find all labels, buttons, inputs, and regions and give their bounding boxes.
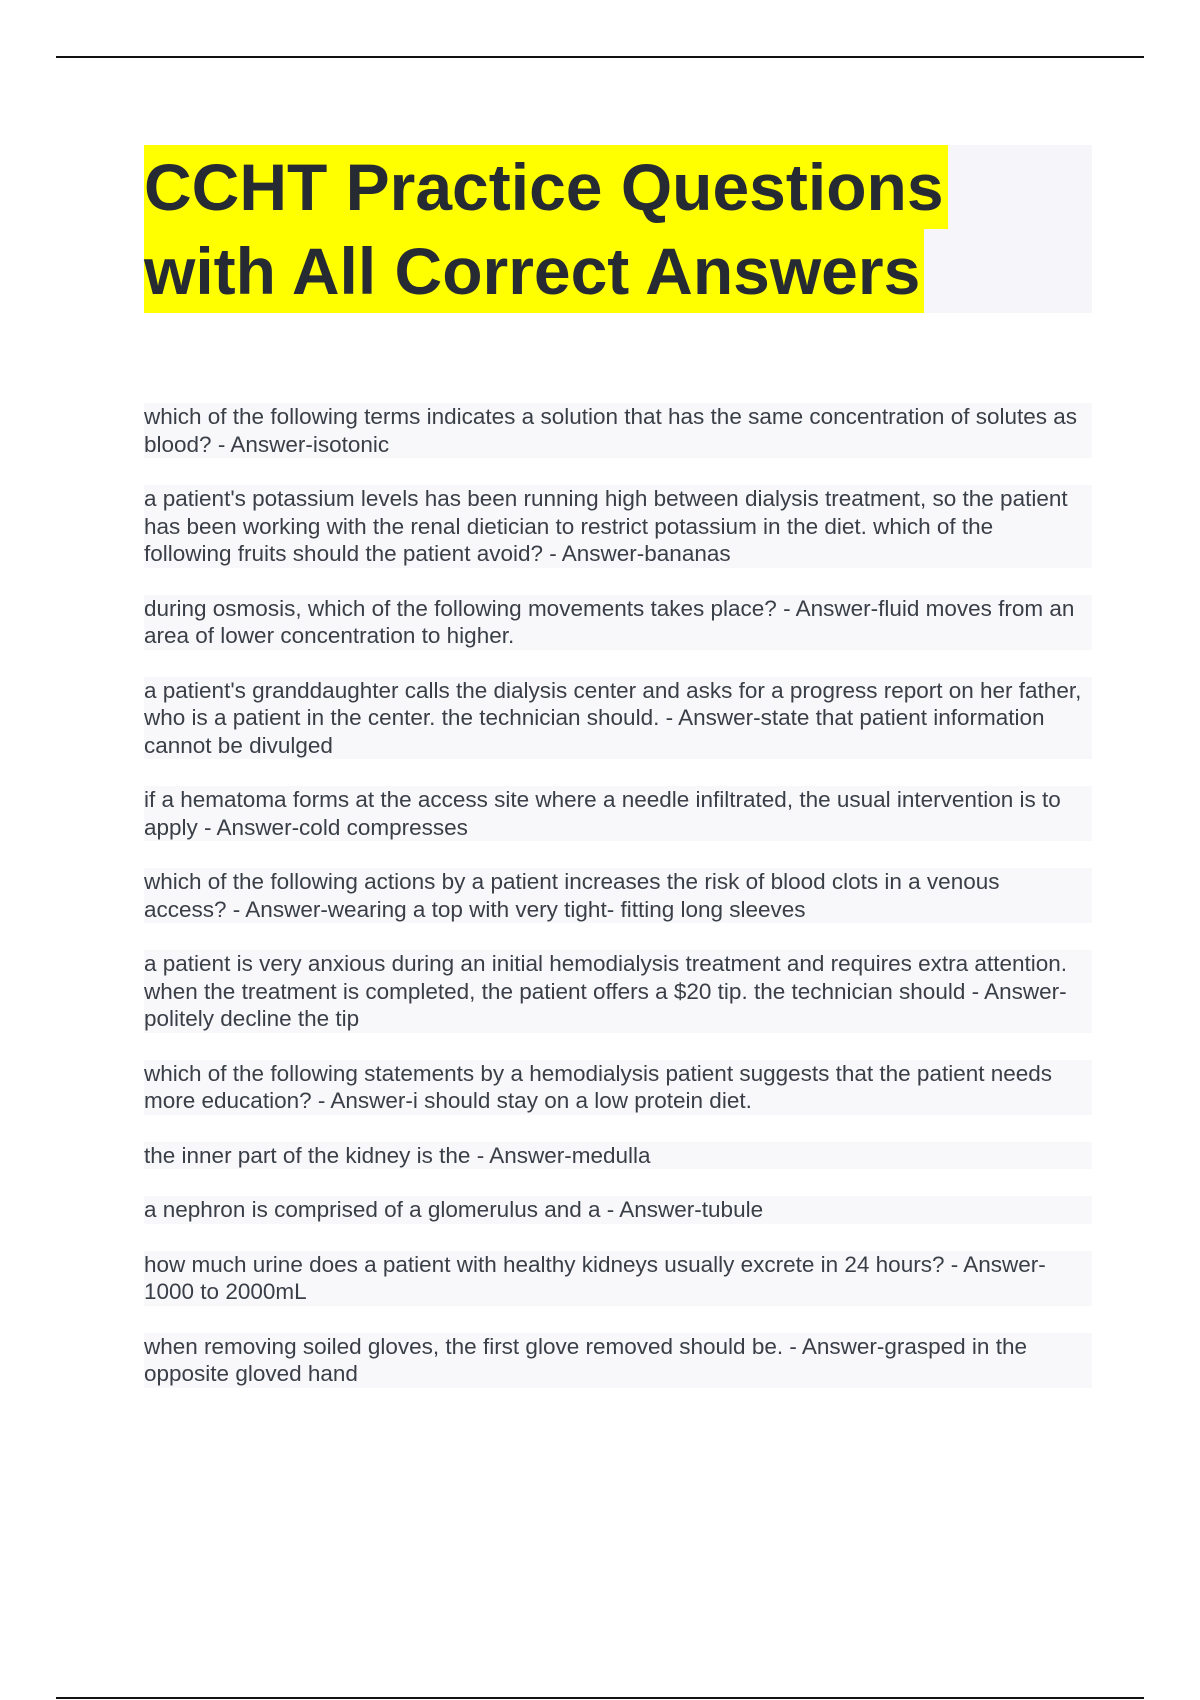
qa-item: a patient's potassium levels has been running high between dialysis treatment, so the patient has been working with the renal dietician to restrict potassium in the diet. which of the following fruits should the patient avoid? - Answer-bananas bbox=[144, 485, 1092, 568]
qa-list bbox=[144, 403, 1092, 1415]
qa-item: a patient's granddaughter calls the dialysis center and asks for a progress report on her father, who is a patient in the center. the technician should. - Answer-state that patient information cannot be divulged bbox=[144, 677, 1092, 760]
qa-item: a patient is very anxious during an initial hemodialysis treatment and requires extra attention. when the treatment is completed, the patient offers a $20 tip. the technician should - Answer-politely decline the tip bbox=[144, 950, 1092, 1033]
header-rule bbox=[56, 56, 1144, 58]
qa-item: if a hematoma forms at the access site where a needle infiltrated, the usual intervention is to apply - Answer-cold compresses bbox=[144, 786, 1092, 841]
qa-item: the inner part of the kidney is the - Answer-medulla bbox=[144, 1142, 1092, 1170]
title-line-2: with All Correct Answers bbox=[144, 229, 924, 313]
document-title bbox=[144, 145, 1092, 313]
title-line-1: CCHT Practice Questions bbox=[144, 145, 948, 229]
qa-item: when removing soiled gloves, the first glove removed should be. - Answer-grasped in the opposite gloved hand bbox=[144, 1333, 1092, 1388]
footer-rule bbox=[56, 1697, 1144, 1699]
qa-item: a nephron is comprised of a glomerulus and a - Answer-tubule bbox=[144, 1196, 1092, 1224]
qa-item: which of the following terms indicates a solution that has the same concentration of solutes as blood? - Answer-isotonic bbox=[144, 403, 1092, 458]
qa-item: which of the following actions by a patient increases the risk of blood clots in a venous access? - Answer-wearing a top with very tight- fitting long sleeves bbox=[144, 868, 1092, 923]
qa-item: which of the following statements by a hemodialysis patient suggests that the patient needs more education? - Answer-i should stay on a low protein diet. bbox=[144, 1060, 1092, 1115]
qa-item: how much urine does a patient with healthy kidneys usually excrete in 24 hours? - Answer-1000 to 2000mL bbox=[144, 1251, 1092, 1306]
qa-item: during osmosis, which of the following movements takes place? - Answer-fluid moves from an area of lower concentration to higher. bbox=[144, 595, 1092, 650]
